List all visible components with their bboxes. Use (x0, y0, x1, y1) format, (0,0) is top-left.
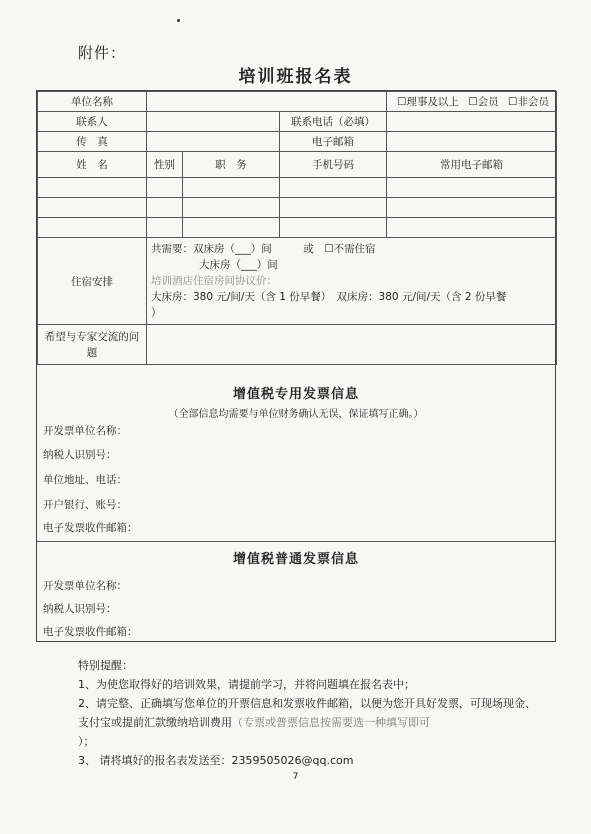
table-row (38, 198, 557, 218)
registration-form (36, 90, 556, 642)
scan-speck (177, 19, 180, 22)
col-header-mobile: 手机号码 (280, 152, 387, 178)
expert-question-field[interactable] (147, 325, 557, 365)
table-row (38, 178, 557, 198)
reminder-item-1: 1、为使您取得好的培训效果，请提前学习，并将问题填在报名表中； (78, 678, 415, 691)
vat-normal-section (37, 541, 555, 642)
lodging-rate-line: 大床房：380 元/间/天（含 1 份早餐） 双床房：380 元/间/天（含 2 份早餐 (151, 291, 507, 303)
vat-special-note: （全部信息均需要与单位财务确认无误，保证填写正确。） (168, 409, 424, 420)
contact-field[interactable] (147, 112, 280, 132)
vat-special-email-field[interactable]: 电子发票收件邮箱： (43, 522, 138, 534)
lodging-king-line: 大床房（___）间 (199, 259, 278, 271)
email-field[interactable] (387, 132, 557, 152)
col-header-position: 职 务 (183, 152, 280, 178)
vat-normal-company-field[interactable]: 开发票单位名称： (43, 580, 127, 592)
lodging-options[interactable] (147, 238, 557, 325)
page-number: 7 (292, 772, 299, 782)
reminder-item-3: 3、 请将填好的报名表发送至：2359505026@qq.com (78, 754, 354, 767)
phone-field[interactable] (387, 112, 557, 132)
attachment-label: 附件： (78, 44, 127, 62)
lodging-rate-heading: 培训酒店住宿房间协议价： (151, 275, 277, 287)
vat-special-taxid-field[interactable]: 纳税人识别号： (43, 449, 117, 461)
membership-option-nonmember[interactable]: ☐非会员 (508, 96, 549, 108)
contact-label: 联系人 (38, 112, 147, 132)
col-header-gender: 性别 (147, 152, 183, 178)
vat-special-bank-field[interactable]: 开户银行、账号： (43, 499, 127, 511)
vat-normal-taxid-field[interactable]: 纳税人识别号： (43, 603, 117, 615)
membership-option-member[interactable]: ☐会员 (468, 96, 499, 108)
lodging-label: 住宿安排 (38, 238, 147, 325)
unit-name-field[interactable] (147, 92, 387, 112)
reminder-item-2-text: 2、请完整、正确填写您单位的开票信息和发票收件邮箱，以便为您开具好发票，可现场现金、支付宝或提前汇款缴纳培训费用 (78, 697, 536, 729)
form-title: 培训班报名表 (238, 67, 353, 87)
vat-normal-title: 增值税普通发票信息 (232, 552, 359, 567)
membership-option-director[interactable]: ☐理事及以上 (397, 96, 459, 108)
vat-special-section (37, 377, 555, 543)
unit-name-label: 单位名称 (38, 92, 147, 112)
vat-special-company-field[interactable]: 开发票单位名称： (43, 425, 127, 437)
reminder-item-2-end: ）； (78, 735, 95, 748)
vat-normal-email-field[interactable]: 电子发票收件邮箱： (43, 626, 138, 638)
registration-table (37, 91, 557, 365)
lodging-rate-line-end: ） (151, 307, 162, 319)
reminders-heading: 特别提醒： (78, 659, 133, 672)
membership-options[interactable] (387, 92, 557, 112)
special-reminders (78, 656, 538, 770)
col-header-email: 常用电子邮箱 (387, 152, 557, 178)
reminder-item-2 (78, 694, 538, 751)
expert-question-label: 希望与专家交流的问题 (38, 325, 147, 365)
table-row (38, 218, 557, 238)
vat-special-title: 增值税专用发票信息 (232, 387, 359, 402)
fax-label: 传 真 (38, 132, 147, 152)
reminder-item-2-note: （专票或普票信息按需要选一种填写即可 (232, 716, 430, 729)
email-label: 电子邮箱 (280, 132, 387, 152)
fax-field[interactable] (147, 132, 280, 152)
lodging-twin-line: 共需要：双床房（___）间 或 ☐不需住宿 (151, 243, 376, 255)
phone-label: 联系电话（必填） (280, 112, 387, 132)
vat-special-address-field[interactable]: 单位地址、电话： (43, 474, 127, 486)
col-header-name: 姓 名 (38, 152, 147, 178)
